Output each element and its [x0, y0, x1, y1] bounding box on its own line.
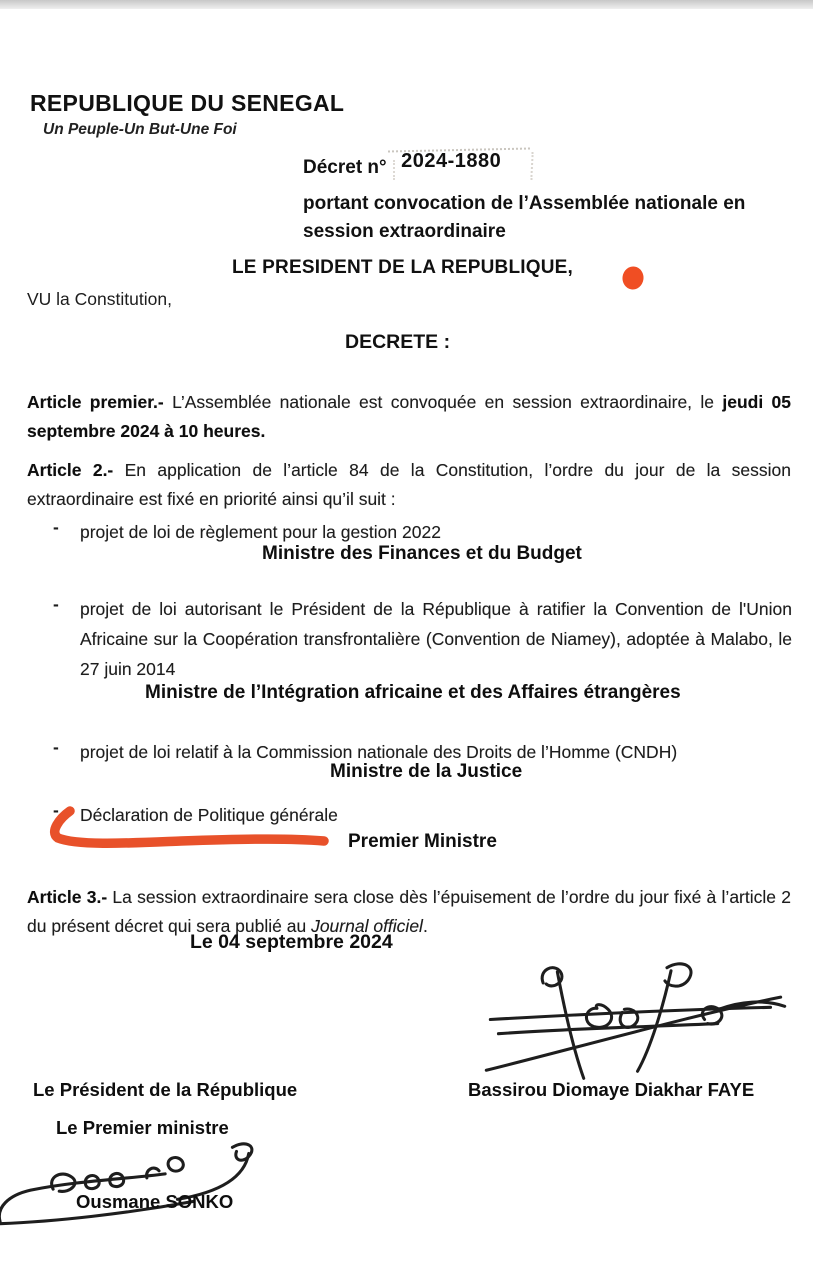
decree-label: Décret n° [303, 157, 387, 178]
decree-number: 2024-1880 [401, 150, 502, 172]
signature-stroke [638, 971, 672, 1072]
agenda-item-3-text: projet de loi relatif à la Commission nationale des Droits de l’Homme (CNDH) [80, 742, 678, 762]
pm-title: Le Premier ministre [56, 1117, 229, 1138]
date-line: Le 04 septembre 2024 [190, 931, 393, 953]
article-1-label: Article premier.- [27, 391, 164, 412]
visa-line: VU la Constitution, [27, 289, 172, 309]
president-name: Bassirou Diomaye Diakhar FAYE [468, 1079, 755, 1100]
president-heading: LE PRESIDENT DE LA REPUBLIQUE, [232, 257, 573, 278]
agenda-item-2-text: projet de loi autorisant le Président de la République à ratifier la Convention de l'Union Africaine sur la Coopération transfrontalière (Convention de Niamey), adoptée à Malabo, le 27 juin 2014 [80, 599, 792, 679]
decree-subject-line-2: session extraordinaire [303, 220, 506, 242]
article-3-tail: . [422, 916, 428, 936]
marker-stroke [55, 811, 324, 843]
signature-stroke [557, 972, 583, 1079]
article-2 [27, 456, 791, 515]
agenda-item-4-text: Déclaration de Politique générale [80, 805, 338, 825]
minister-line-integration: Ministre de l’Intégration africaine et des Affaires étrangères [145, 682, 681, 703]
bullet-dash: - [53, 594, 59, 614]
article-1 [27, 388, 791, 447]
decree-number-line [303, 150, 783, 190]
red-dot-annotation-icon [621, 265, 645, 291]
country-title: REPUBLIQUE DU SENEGAL [30, 90, 345, 116]
national-motto: Un Peuple-Un But-Une Foi [43, 121, 237, 138]
minister-line-finances: Ministre des Finances et du Budget [262, 543, 582, 564]
signature-stroke [586, 1005, 611, 1028]
signature-stroke [168, 1158, 183, 1172]
decrete-heading: DECRETE : [345, 331, 451, 353]
minister-line-justice: Ministre de la Justice [330, 761, 523, 782]
bullet-dash: - [53, 737, 59, 757]
article-3 [27, 883, 791, 942]
red-marker-underline [36, 806, 346, 854]
bullet-dash: - [53, 800, 59, 820]
article-2-label: Article 2.- [27, 459, 114, 480]
decree-subject-line-1: portant convocation de l’Assemblée nationale en [303, 193, 746, 214]
scan-top-edge [0, 0, 813, 9]
faye-signature [468, 956, 803, 1084]
article-3-italic: Journal officiel [311, 916, 423, 936]
sonko-signature [0, 1136, 264, 1228]
decree-title-block [303, 150, 783, 245]
article-1-bold-date: jeudi 05 septembre 2024 à 10 heures. [27, 391, 791, 441]
article-3-text: La session extraordinaire sera close dès l’épuisement de l’ordre du jour fixé à l’article 2 du présent décret qui sera publié au [27, 886, 791, 936]
article-1-text: L’Assemblée nationale est convoquée en session extraordinaire, le [163, 391, 723, 412]
article-2-text: En application de l’article 84 de la Constitution, l’ordre du jour de la session extraordinaire est fixé en priorité ainsi qu’il suit : [27, 459, 792, 509]
bullet-dash: - [53, 517, 59, 537]
minister-line-premier: Premier Ministre [348, 831, 497, 852]
article-3-label: Article 3.- [27, 886, 108, 907]
agenda-item-1-text: projet de loi de règlement pour la gestion 2022 [80, 522, 441, 542]
president-title: Le Président de la République [33, 1079, 298, 1100]
pm-name: Ousmane SONKO [76, 1191, 234, 1212]
red-dot-shape [621, 265, 645, 291]
agenda-item-2 [53, 594, 792, 684]
